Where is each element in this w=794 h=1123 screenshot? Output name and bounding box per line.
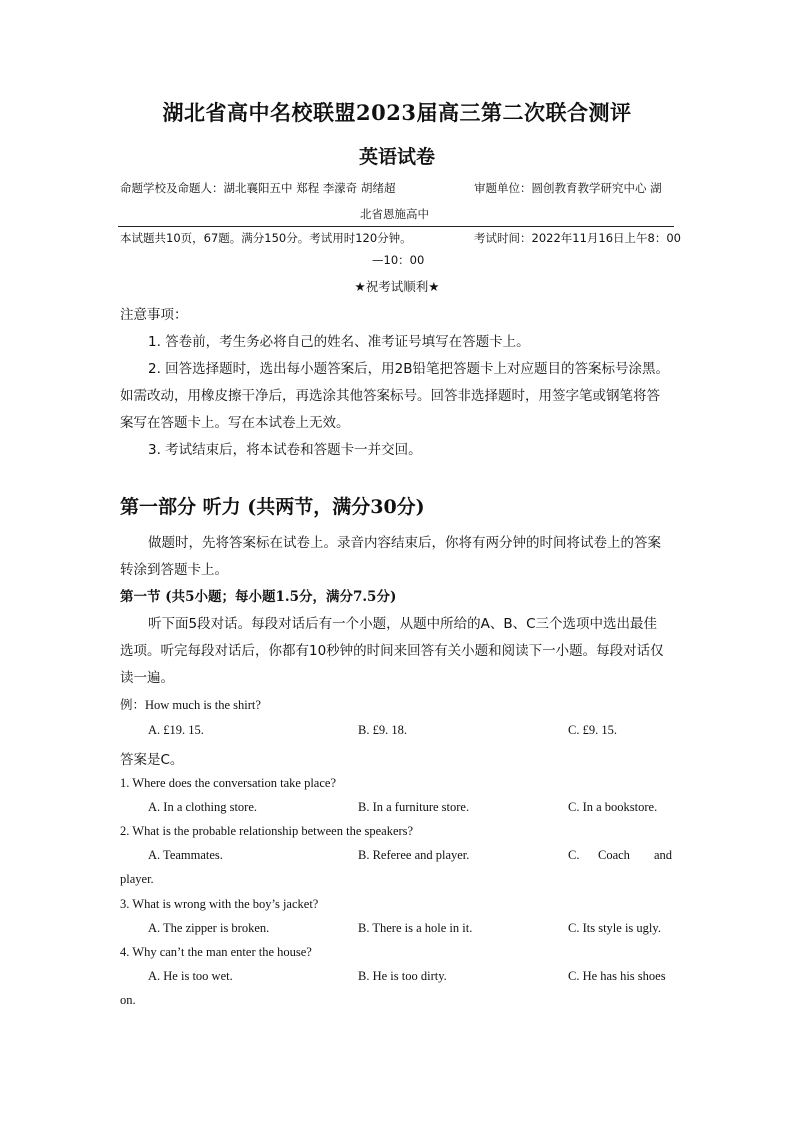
part1-intro-line1: 做题时，先将答案标在试卷上。录音内容结束后，你将有两分钟的时间将试卷上的答案: [148, 535, 661, 551]
page-subtitle: 英语试卷: [358, 146, 435, 168]
example-answer: 答案是C。: [120, 752, 184, 768]
question-3-option-a: A. The zipper is broken.: [148, 921, 270, 935]
example-option-a: A. £19. 15.: [148, 723, 204, 737]
note-item-2-line2: 如需改动，用橡皮擦干净后，再选涂其他答案标号。回答非选择题时，用签字笔或钢笔将答: [120, 388, 660, 404]
notes-heading: 注意事项：: [120, 307, 188, 323]
question-1-option-b: B. In a furniture store.: [358, 800, 470, 814]
question-1-option-a: A. In a clothing store.: [148, 800, 258, 814]
section1-heading: 第一节 (共5小题；每小题1.5分，满分7.5分): [120, 589, 397, 605]
part1-intro-line2: 转涂到答题卡上。: [120, 562, 228, 578]
page-title: 湖北省高中名校联盟2023届高三第二次联合测评: [162, 100, 632, 125]
section1-intro-line3: 读一遍。: [120, 670, 174, 686]
question-2-option-b: B. Referee and player.: [358, 848, 470, 862]
question-2-option-c-letter: C.: [568, 848, 580, 862]
question-3-option-b: B. There is a hole in it.: [358, 921, 473, 935]
question-2-option-a: A. Teammates.: [148, 848, 223, 862]
question-4-option-b: B. He is too dirty.: [358, 969, 447, 983]
example-question: 例：How much is the shirt?: [120, 698, 261, 712]
exam-time: 考试时间：2022年11月16日上午8：00: [474, 231, 681, 245]
good-luck-line: ★祝考试顺利★: [354, 279, 440, 294]
question-3: 3. What is wrong with the boy’s jacket?: [120, 897, 319, 911]
question-2-option-c-continued: player.: [120, 872, 154, 886]
question-3-option-c: C. Its style is ugly.: [568, 921, 661, 935]
note-item-1: 1. 答卷前，考生务必将自己的姓名、准考证号填写在答题卡上。: [148, 334, 530, 350]
exam-info: 本试题共10页，67题。满分150分。考试用时120分钟。: [120, 231, 412, 245]
part1-heading: 第一部分 听力 (共两节，满分30分): [120, 496, 425, 518]
review-unit-continued: 北省恩施高中: [360, 207, 429, 221]
question-2: 2. What is the probable relationship between the speakers?: [120, 824, 414, 838]
exam-time-continued: —10：00: [372, 253, 425, 267]
question-4-option-c-continued: on.: [120, 993, 136, 1007]
note-item-2-line1: 2. 回答选择题时，选出每小题答案后，用2B铅笔把答题卡上对应题目的答案标号涂黑。: [148, 361, 670, 377]
question-4-option-a: A. He is too wet.: [148, 969, 233, 983]
example-option-c: C. £9. 15.: [568, 723, 617, 737]
question-2-option-c-word2: and: [654, 848, 673, 862]
question-4-option-c: C. He has his shoes: [568, 969, 666, 983]
header-rule: [118, 226, 674, 227]
authors-line: 命题学校及命题人：湖北襄阳五中 郑程 李濛奇 胡绪超: [120, 181, 396, 195]
note-item-3: 3. 考试结束后，将本试卷和答题卡一并交回。: [148, 442, 422, 458]
question-1-option-c: C. In a bookstore.: [568, 800, 658, 814]
note-item-2-line3: 案写在答题卡上。写在本试卷上无效。: [120, 415, 350, 431]
question-2-option-c-word1: Coach: [598, 848, 630, 862]
review-unit: 审题单位：圆创教育教学研究中心 湖: [474, 181, 662, 195]
section1-intro-line2: 选项。听完每段对话后，你都有10秒钟的时间来回答有关小题和阅读下一小题。每段对话仅: [120, 643, 664, 659]
section1-intro-line1: 听下面5段对话。每段对话后有一个小题，从题中所给的A、B、C三个选项中选出最佳: [148, 616, 658, 632]
example-option-b: B. £9. 18.: [358, 723, 407, 737]
question-1: 1. Where does the conversation take place?: [120, 776, 336, 790]
question-4: 4. Why can’t the man enter the house?: [120, 945, 312, 959]
